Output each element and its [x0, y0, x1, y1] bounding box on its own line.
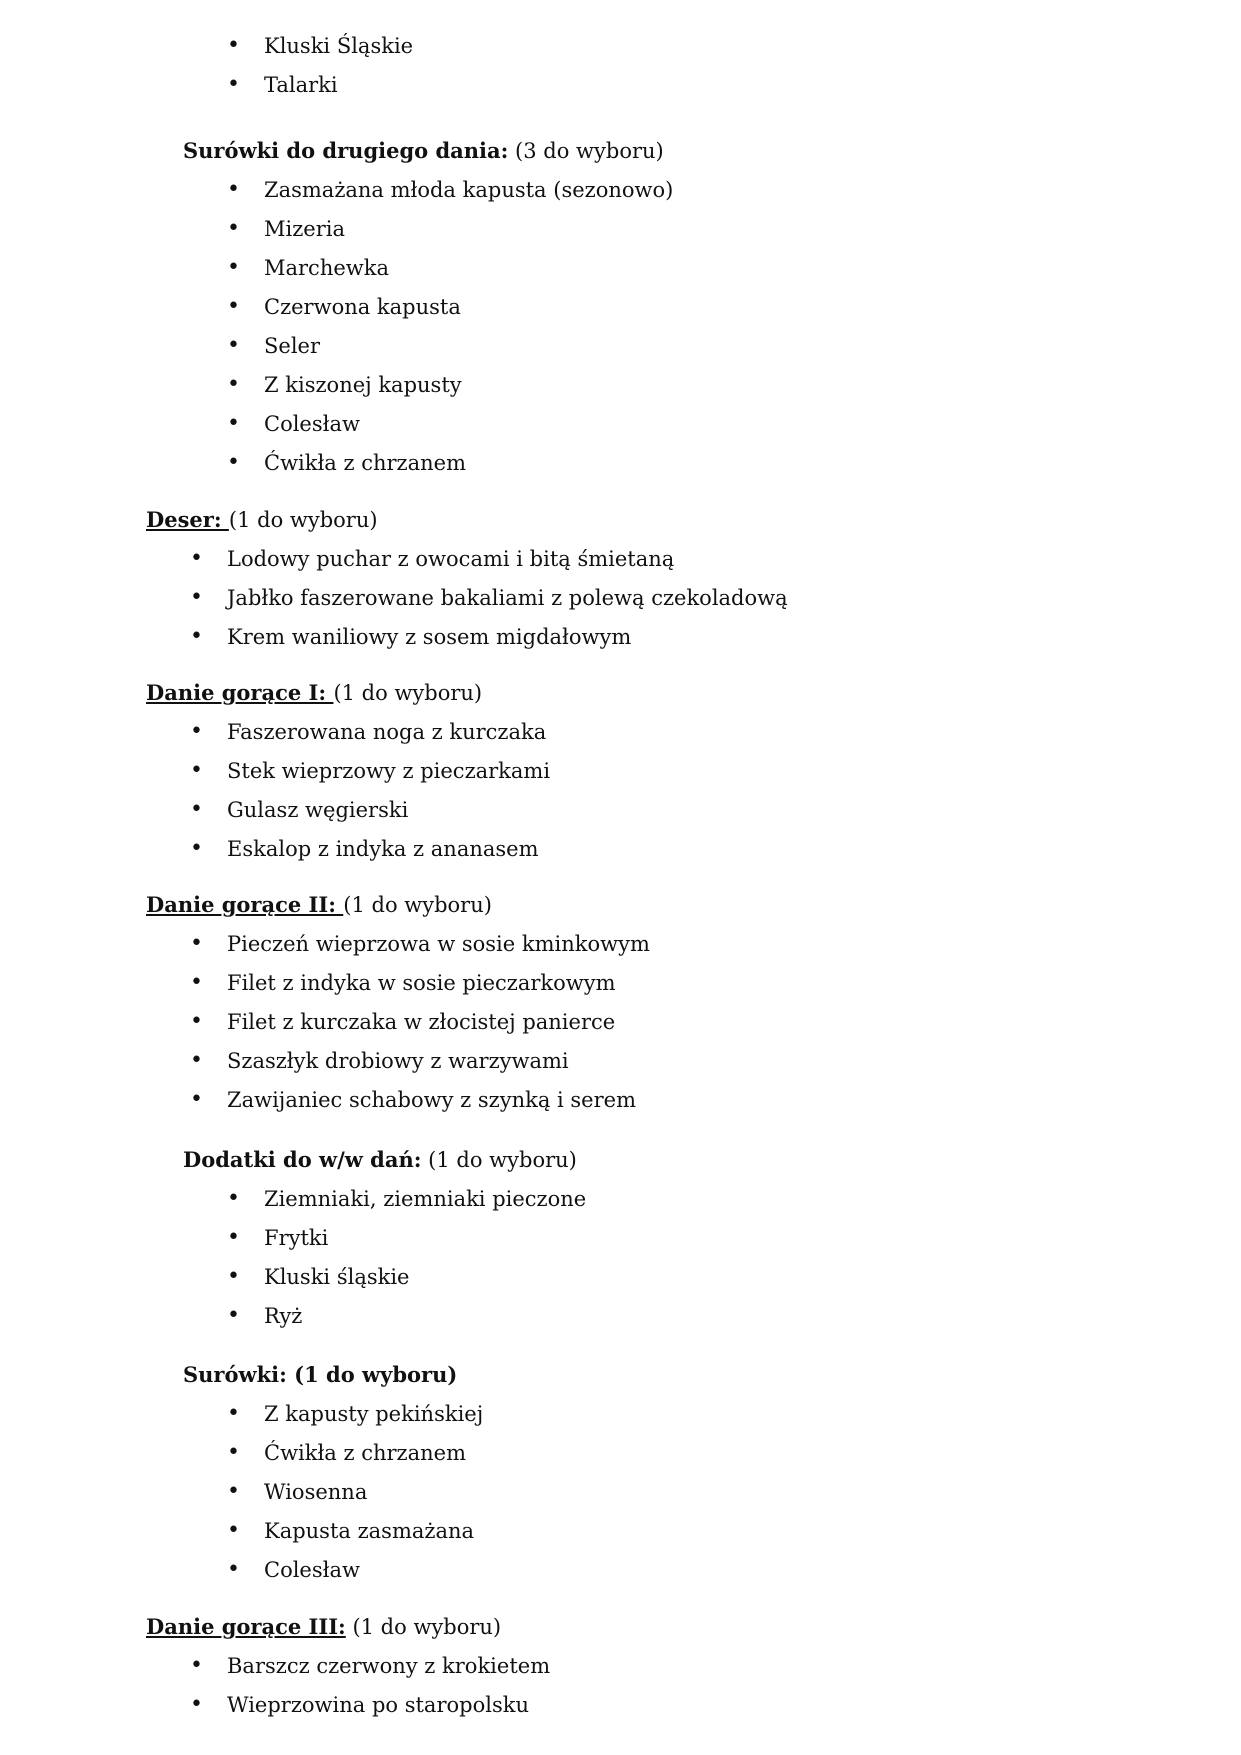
list-item-text: Czerwona kapusta	[264, 295, 461, 319]
bullet-icon: •	[227, 372, 240, 397]
bullet-icon: •	[227, 1401, 240, 1426]
list-item-text: Eskalop z indyka z ananasem	[227, 837, 539, 861]
list-item-text: Pieczeń wieprzowa w sosie kminkowym	[227, 932, 650, 956]
list-item-text: Kapusta zasmażana	[264, 1519, 475, 1543]
list-item-text: Jabłko faszerowane bakaliami z polewą czekoladową	[227, 586, 788, 610]
list-item-text: Ziemniaki, ziemniaki pieczone	[264, 1187, 587, 1211]
list-item-text: Z kiszonej kapusty	[264, 373, 462, 397]
heading-surowki-drugie	[183, 137, 664, 165]
list-item-text: Ćwikła z chrzanem	[264, 451, 467, 475]
bullet-icon: •	[227, 450, 240, 475]
list-item-text: Wieprzowina po staropolsku	[227, 1693, 529, 1717]
bullet-icon: •	[190, 1048, 203, 1073]
list-item-text: Ćwikła z chrzanem	[264, 1441, 467, 1465]
heading-note: (1 do wyboru)	[343, 893, 492, 917]
list-item-text: Filet z kurczaka w złocistej panierce	[227, 1010, 616, 1034]
bullet-icon: •	[190, 546, 203, 571]
list-item-text: Gulasz węgierski	[227, 798, 409, 822]
heading-note: (3 do wyboru)	[515, 139, 664, 163]
heading-surowki	[183, 1361, 457, 1389]
list-item-text: Stek wieprzowy z pieczarkami	[227, 759, 551, 783]
heading-danie-1	[146, 679, 482, 707]
list-item-text: Talarki	[264, 73, 338, 97]
bullet-icon: •	[227, 33, 240, 58]
list-item-text: Wiosenna	[264, 1480, 368, 1504]
heading-label: Deser:	[146, 507, 229, 532]
heading-note: (1 do wyboru)	[286, 1362, 458, 1387]
heading-label: Danie gorące III:	[146, 1614, 346, 1639]
bullet-icon: •	[227, 255, 240, 280]
list-item-text: Lodowy puchar z owocami i bitą śmietaną	[227, 547, 675, 571]
heading-label: Dodatki do w/w dań:	[183, 1147, 422, 1172]
list-item-text: Ryż	[264, 1304, 303, 1328]
heading-note: (1 do wyboru)	[345, 1615, 502, 1639]
bullet-icon: •	[227, 1303, 240, 1328]
bullet-icon: •	[190, 836, 203, 861]
heading-note: (1 do wyboru)	[333, 681, 483, 705]
bullet-icon: •	[190, 585, 203, 610]
bullet-icon: •	[190, 1692, 203, 1717]
list-item-text: Frytki	[264, 1226, 329, 1250]
bullet-icon: •	[190, 758, 203, 783]
bullet-icon: •	[227, 1186, 240, 1211]
heading-label: Danie gorące I:	[146, 680, 334, 705]
heading-label: Danie gorące II:	[146, 892, 344, 917]
bullet-icon: •	[227, 1440, 240, 1465]
bullet-icon: •	[190, 931, 203, 956]
heading-dodatki	[183, 1146, 577, 1174]
list-item-text: Zawijaniec schabowy z szynką i serem	[227, 1088, 636, 1112]
heading-danie-2	[146, 891, 492, 919]
bullet-icon: •	[190, 1087, 203, 1112]
list-item-text: Colesław	[264, 1558, 360, 1582]
bullet-icon: •	[227, 72, 240, 97]
bullet-icon: •	[190, 1009, 203, 1034]
bullet-icon: •	[190, 797, 203, 822]
bullet-icon: •	[227, 1557, 240, 1582]
bullet-icon: •	[227, 1518, 240, 1543]
heading-note: (1 do wyboru)	[228, 508, 378, 532]
list-item-text: Z kapusty pekińskiej	[264, 1402, 484, 1426]
list-item-text: Zasmażana młoda kapusta (sezonowo)	[264, 178, 674, 202]
bullet-icon: •	[190, 1653, 203, 1678]
bullet-icon: •	[190, 719, 203, 744]
list-item-text: Faszerowana noga z kurczaka	[227, 720, 547, 744]
bullet-icon: •	[227, 1479, 240, 1504]
bullet-icon: •	[227, 333, 240, 358]
bullet-icon: •	[227, 177, 240, 202]
heading-danie-3	[146, 1613, 501, 1641]
heading-label: Surówki:	[183, 1362, 287, 1387]
bullet-icon: •	[227, 1225, 240, 1250]
bullet-icon: •	[190, 970, 203, 995]
list-item-text: Kluski śląskie	[264, 1265, 410, 1289]
heading-deser	[146, 506, 378, 534]
list-item-text: Colesław	[264, 412, 360, 436]
bullet-icon: •	[190, 624, 203, 649]
list-item-text: Kluski Śląskie	[264, 34, 414, 58]
heading-note: (1 do wyboru)	[421, 1148, 577, 1172]
bullet-icon: •	[227, 1264, 240, 1289]
list-item-text: Mizeria	[264, 217, 345, 241]
list-item-text: Barszcz czerwony z krokietem	[227, 1654, 551, 1678]
heading-label: Surówki do drugiego dania:	[183, 138, 509, 163]
list-item-text: Filet z indyka w sosie pieczarkowym	[227, 971, 616, 995]
list-item-text: Seler	[264, 334, 320, 358]
list-item-text: Szaszłyk drobiowy z warzywami	[227, 1049, 569, 1073]
bullet-icon: •	[227, 294, 240, 319]
list-item-text: Marchewka	[264, 256, 389, 280]
list-item-text: Krem waniliowy z sosem migdałowym	[227, 625, 632, 649]
bullet-icon: •	[227, 216, 240, 241]
bullet-icon: •	[227, 411, 240, 436]
